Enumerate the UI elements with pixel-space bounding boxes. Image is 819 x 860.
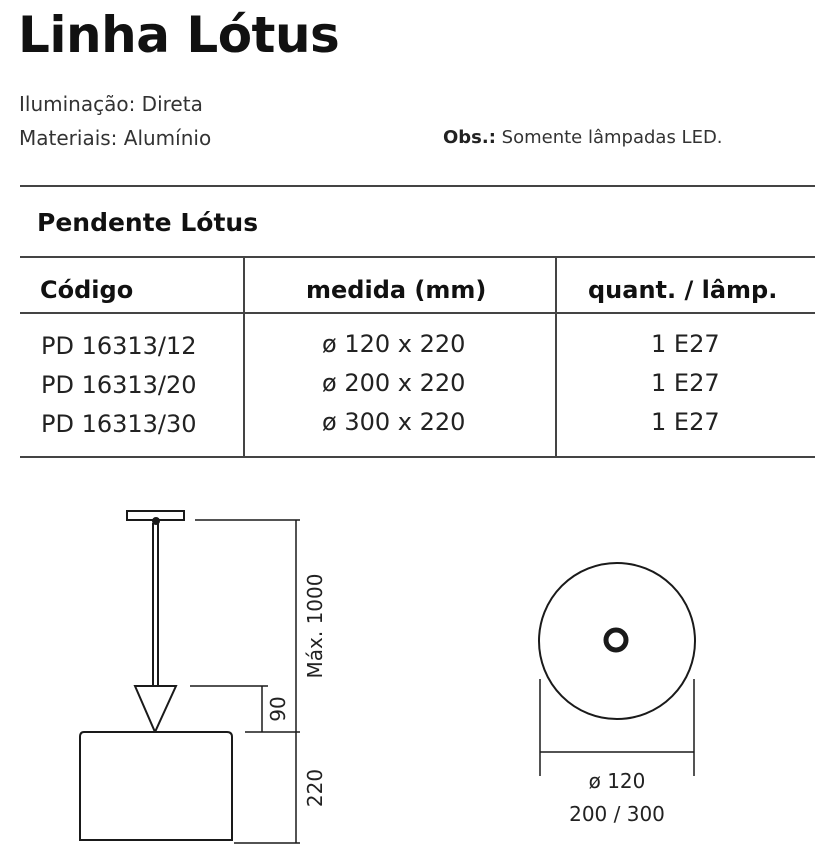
header-quantidade: quant. / lâmp. (588, 276, 778, 304)
cell-quantidade: 1 E27 (651, 369, 720, 397)
obs-text: Somente lâmpadas LED. (495, 127, 723, 148)
top-view-drawing (539, 563, 695, 719)
side-view-drawing (80, 511, 232, 840)
header-medida: medida (mm) (306, 276, 487, 304)
cell-medida: ø 120 x 220 (322, 330, 466, 358)
obs-label: Obs.: (443, 127, 496, 148)
materials-spec: Materiais: Alumínio (19, 126, 212, 150)
section-title: Pendente Lótus (37, 208, 259, 237)
lamp-shade (80, 732, 232, 840)
cone-height-label: 90 (266, 696, 290, 722)
cell-quantidade: 1 E27 (651, 330, 720, 358)
cell-quantidade: 1 E27 (651, 408, 720, 436)
cell-medida: ø 300 x 220 (322, 408, 466, 436)
illumination-spec: Iluminação: Direta (19, 92, 203, 116)
diameter-label: ø 120 (588, 769, 646, 793)
shade-top-outline (539, 563, 695, 719)
cell-codigo: PD 16313/30 (41, 410, 197, 438)
header-codigo: Código (40, 276, 134, 304)
cell-codigo: PD 16313/20 (41, 371, 197, 399)
total-length-label: Máx. 1000 (303, 573, 327, 679)
cell-medida: ø 200 x 220 (322, 369, 466, 397)
cone-body (135, 686, 176, 732)
page-title: Linha Lótus (18, 6, 340, 64)
shade-height-label: 220 (303, 768, 327, 808)
cell-codigo: PD 16313/12 (41, 332, 197, 360)
diameter-alt-label: 200 / 300 (569, 802, 665, 826)
